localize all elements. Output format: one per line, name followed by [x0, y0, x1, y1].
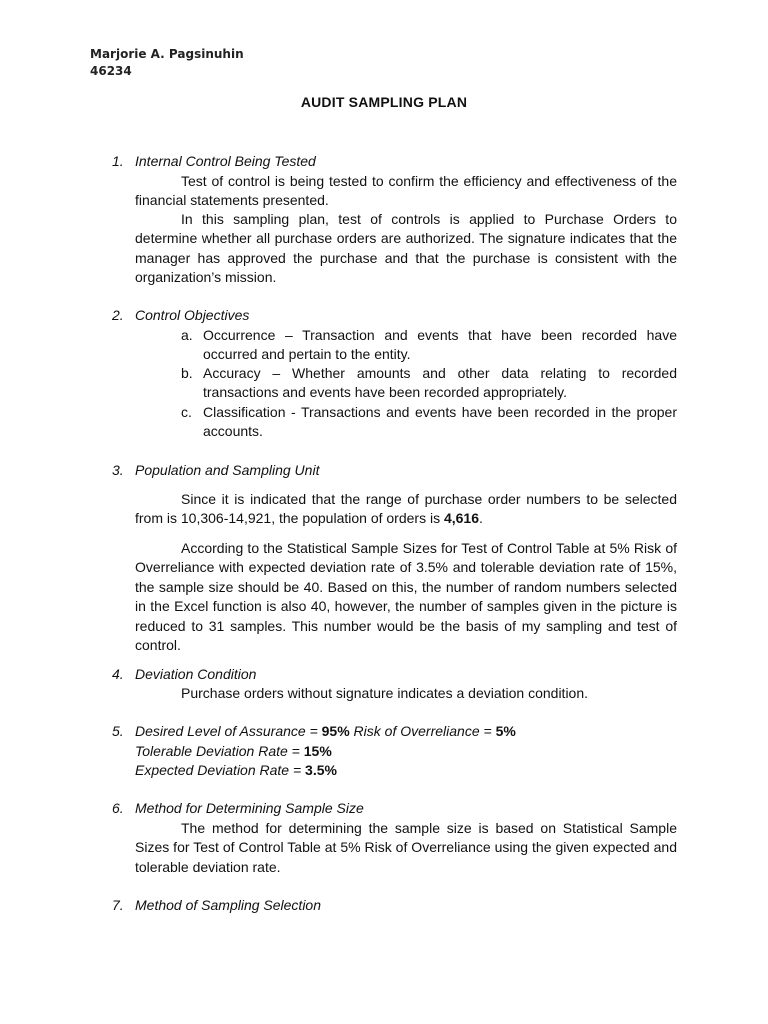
section-1-number: 1.: [112, 153, 124, 169]
section-4-paragraph-1: Purchase orders without signature indicates a deviation condition.: [181, 685, 589, 701]
section-2-number: 2.: [112, 307, 124, 323]
expected-label: Expected Deviation Rate =: [135, 762, 306, 778]
tolerable-value: 15%: [303, 743, 332, 759]
author-name: Marjorie A. Pagsinuhin: [90, 47, 244, 61]
section-6-heading: Method for Determining Sample Size: [135, 800, 364, 816]
tolerable-line: [135, 742, 332, 761]
objective-b-letter: b.: [181, 365, 193, 381]
expected-line: [135, 761, 337, 780]
expected-value: 3.5%: [305, 762, 337, 778]
population-text: Since it is indicated that the range of purchase order numbers to be selected from is 10,306-14,921, the population of orders is: [135, 491, 677, 527]
section-6-paragraph-1: The method for determining the sample size is based on Statistical Sample Sizes for Test of Control Table at 5% Risk of Overreliance using the given expected and tolerable deviation rate.: [135, 820, 677, 875]
section-3-heading: Population and Sampling Unit: [135, 462, 320, 478]
objective-c-letter: c.: [181, 404, 192, 420]
section-3-paragraph-1: [135, 490, 677, 529]
section-7-number: 7.: [112, 897, 124, 913]
section-4-number: 4.: [112, 666, 124, 682]
author-id: 46234: [90, 64, 132, 78]
section-5-number: 5.: [112, 723, 124, 739]
section-2-heading: Control Objectives: [135, 307, 250, 323]
objective-a-text: Occurrence – Transaction and events that have been recorded have occurred and pertain to the entity.: [203, 327, 677, 363]
document-title: AUDIT SAMPLING PLAN: [300, 94, 468, 110]
section-6-number: 6.: [112, 800, 124, 816]
assurance-line: [135, 722, 516, 741]
section-1-paragraph-1: Test of control is being tested to confirm the efficiency and effectiveness of the financial statements presented.: [135, 173, 677, 209]
section-3-number: 3.: [112, 462, 124, 478]
section-4-heading: Deviation Condition: [135, 666, 257, 682]
population-text-end: .: [479, 510, 483, 527]
section-3-paragraph-2: According to the Statistical Sample Sizes for Test of Control Table at 5% Risk of Overreliance with expected deviation rate of 3.5% and tolerable deviation rate of 15%, the sample size should be 40. Based on this, the number of random numbers selected in the Excel function is also 40, however, the number of samples given in the picture is reduced to 31 samples. This number would be the basis of my sampling and test of control.: [135, 540, 677, 654]
risk-label: Risk of Overreliance =: [349, 723, 496, 739]
section-1-paragraph-2: In this sampling plan, test of controls is applied to Purchase Orders to determine whether all purchase orders are authorized. The signature indicates that the manager has approved the purchase and that the purchase is consistent with the organization’s mission.: [135, 211, 677, 286]
population-value: 4,616: [443, 510, 480, 527]
tolerable-label: Tolerable Deviation Rate =: [135, 743, 304, 759]
objective-c-text: Classification - Transactions and events have been recorded in the proper accounts.: [203, 404, 677, 440]
section-7-heading: Method of Sampling Selection: [135, 897, 321, 913]
assurance-value: 95%: [321, 723, 350, 739]
author-block: [90, 46, 244, 80]
assurance-label: Desired Level of Assurance =: [135, 723, 322, 739]
objective-b-text: Accuracy – Whether amounts and other data relating to recorded transactions and events have been recorded appropriately.: [203, 365, 677, 401]
objective-a-letter: a.: [181, 327, 193, 343]
section-1-heading: Internal Control Being Tested: [135, 153, 316, 169]
risk-value: 5%: [495, 723, 516, 739]
